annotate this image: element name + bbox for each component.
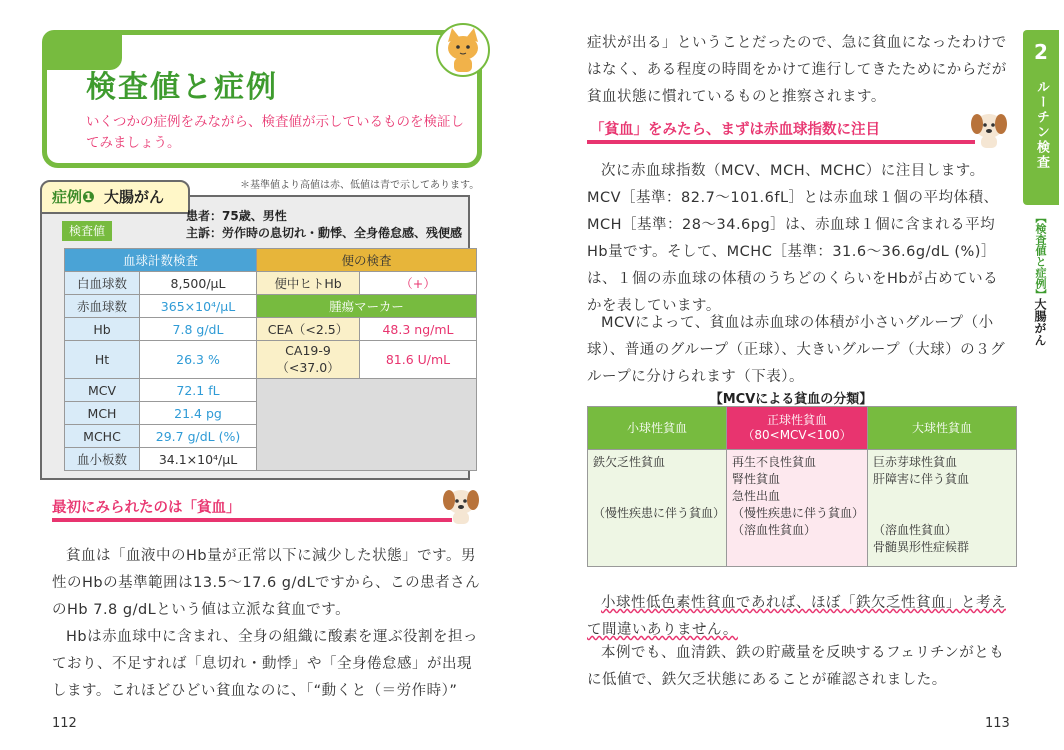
table-row [65,341,477,379]
color-note: ＊基準値より高値は赤、低値は青で示してあります。 [240,180,480,191]
table-row [65,379,477,402]
section-heading-anemia: 最初にみられたのは「貧血」 [52,500,241,516]
page-title: 検査値と症例 [86,70,278,105]
lab-value: 81.6 U/mL [360,341,477,379]
mcv-cell-micro [588,450,727,567]
list-item: 骨髄異形性症候群 [873,540,970,554]
lab-item: MCH [65,402,140,425]
kensa-tag: 検査値 [62,221,112,241]
lab-item: MCHC [65,425,140,448]
mcv-table [587,406,1017,567]
lab-item: CEA（<2.5） [257,318,360,341]
dog-illustration-icon [968,104,1010,150]
list-item: 鉄欠乏性貧血 [593,455,666,469]
list-item [873,505,1011,522]
list-item: （溶血性貧血） [732,523,817,537]
paragraph: 貧血は「血液中のHb量が正常以下に減少した状態」です。男性のHbの基準範囲は13.5～17.6 g/dLですから、この患者さんのHb 7.8 g/dLという値は立派な貧血です。 [52,548,481,618]
lab-value: 29.7 g/dL (%) [140,425,257,448]
patient-line: 患者：75歳、男性 [186,209,287,223]
mcv-cell-normo [727,450,868,567]
lab-value: 26.3 % [140,341,257,379]
lab-item: MCV [65,379,140,402]
lab-item: 便中ヒトHb [257,272,360,295]
chapter-title: ルーチン検査 [1034,80,1049,170]
mcv-cell-macro [868,450,1017,567]
lab-value: 365×10⁴/μL [140,295,257,318]
paragraph: 症状が出る」ということだったので、急に貧血になったわけではなく、ある程度の時間をかけて進行してきたためにからだが貧血状態に慣れているものと推察されます。 [587,35,1007,105]
section-underline [52,518,452,522]
mcv-header-normo-range: （80<MCV<100） [742,428,852,442]
lab-item: Hb [65,318,140,341]
lab-value: 34.1×10⁴/μL [140,448,257,471]
paragraph-highlight: 小球性低色素性貧血であれば、ほぼ「鉄欠乏性貧血」と考えて間違いありません。 [587,595,1006,638]
lab-value: 8,500/μL [140,272,257,295]
lab-item: 赤血球数 [65,295,140,318]
lab-item: 血小板数 [65,448,140,471]
cat-illustration-icon [436,20,490,80]
patient-info [186,208,462,242]
side-case-title: 大腸がん [1033,298,1047,346]
header-blood-count: 血球計数検査 [65,249,257,272]
table-row [65,295,477,318]
header-stool: 便の検査 [257,249,477,272]
table-row [65,272,477,295]
section-underline [587,140,975,144]
list-item: 肝障害に伴う貧血 [873,472,970,486]
empty-cell [257,379,477,471]
paragraph: 次に赤血球指数（MCV、MCH、MCHC）に注目します。MCV［基準：82.7～101.6fL］とは赤血球１個の平均体積、MCH［基準：28～34.6pg］は、赤血球１個に含まれる平均Hb量です。そして、MCHC［基準：31.6～36.6g/dL (%)］は、１個の赤血球の体積のうちどのくらいをHbが占めているかを表しています。 [587,163,999,314]
lab-item: Ht [65,341,140,379]
lab-item: CA19-9（<37.0） [257,341,360,379]
lab-value: 72.1 fL [140,379,257,402]
list-item: （溶血性貧血） [873,523,958,537]
mcv-header-macro: 大球性貧血 [868,407,1017,450]
lab-value: 48.3 ng/mL [360,318,477,341]
list-item: 腎性貧血 [732,472,781,486]
side-subtitle: 【検査値と症例】 [1034,212,1047,300]
list-item [593,488,721,505]
page-intro: いくつかの症例をみながら、検査値が示しているものを検証してみましょう。 [86,114,464,151]
lab-table [64,248,477,471]
list-item: 再生不良性貧血 [732,455,817,469]
chapter-number: 2 [1034,40,1048,64]
page-number-left: 112 [52,716,77,731]
section-heading-indices: 「貧血」をみたら、まずは赤血球指数に注目 [590,122,880,138]
list-item: 巨赤芽球性貧血 [873,455,958,469]
lab-item: 白血球数 [65,272,140,295]
list-item [593,471,721,488]
dog-illustration-icon [440,480,482,526]
paragraph: Hbは赤血球中に含まれ、全身の組織に酸素を運ぶ役割を担っており、不足すれば「息切れ・動悸」や「全身倦怠感」が出現します。これほどひどい貧血なのに、「“動くと（＝労作時）” [52,629,478,699]
case-number: 症例❶ [52,188,95,206]
header-tumor-marker: 腫瘍マーカー [257,295,477,318]
mcv-header-normo-label: 正球性貧血 [766,413,827,427]
table-row [65,318,477,341]
paragraph: 本例でも、血清鉄、鉄の貯蔵量を反映するフェリチンがともに低値で、鉄欠乏状態にあることが確認されました。 [587,645,1005,688]
mcv-header-normo [727,407,868,450]
case-title: 大腸がん [104,188,165,206]
list-item: 急性出血 [732,489,781,503]
mcv-table-caption: 【MCVによる貧血の分類】 [709,392,873,407]
list-item: （慢性疾患に伴う貧血） [593,506,726,520]
lab-value: 21.4 pg [140,402,257,425]
lab-value: 7.8 g/dL [140,318,257,341]
page-number-right: 113 [985,716,1010,731]
mcv-header-micro: 小球性貧血 [588,407,727,450]
lab-value: （+） [360,272,477,295]
paragraph: MCVによって、貧血は赤血球の体積が小さいグループ（小球）、普通のグループ（正球）、大きいグループ（大球）の３グループに分けられます（下表）。 [587,315,1006,385]
complaint-line: 主訴：労作時の息切れ・動悸、全身倦怠感、残便感 [186,226,463,240]
list-item: （慢性疾患に伴う貧血） [732,506,865,520]
list-item [873,488,1011,505]
